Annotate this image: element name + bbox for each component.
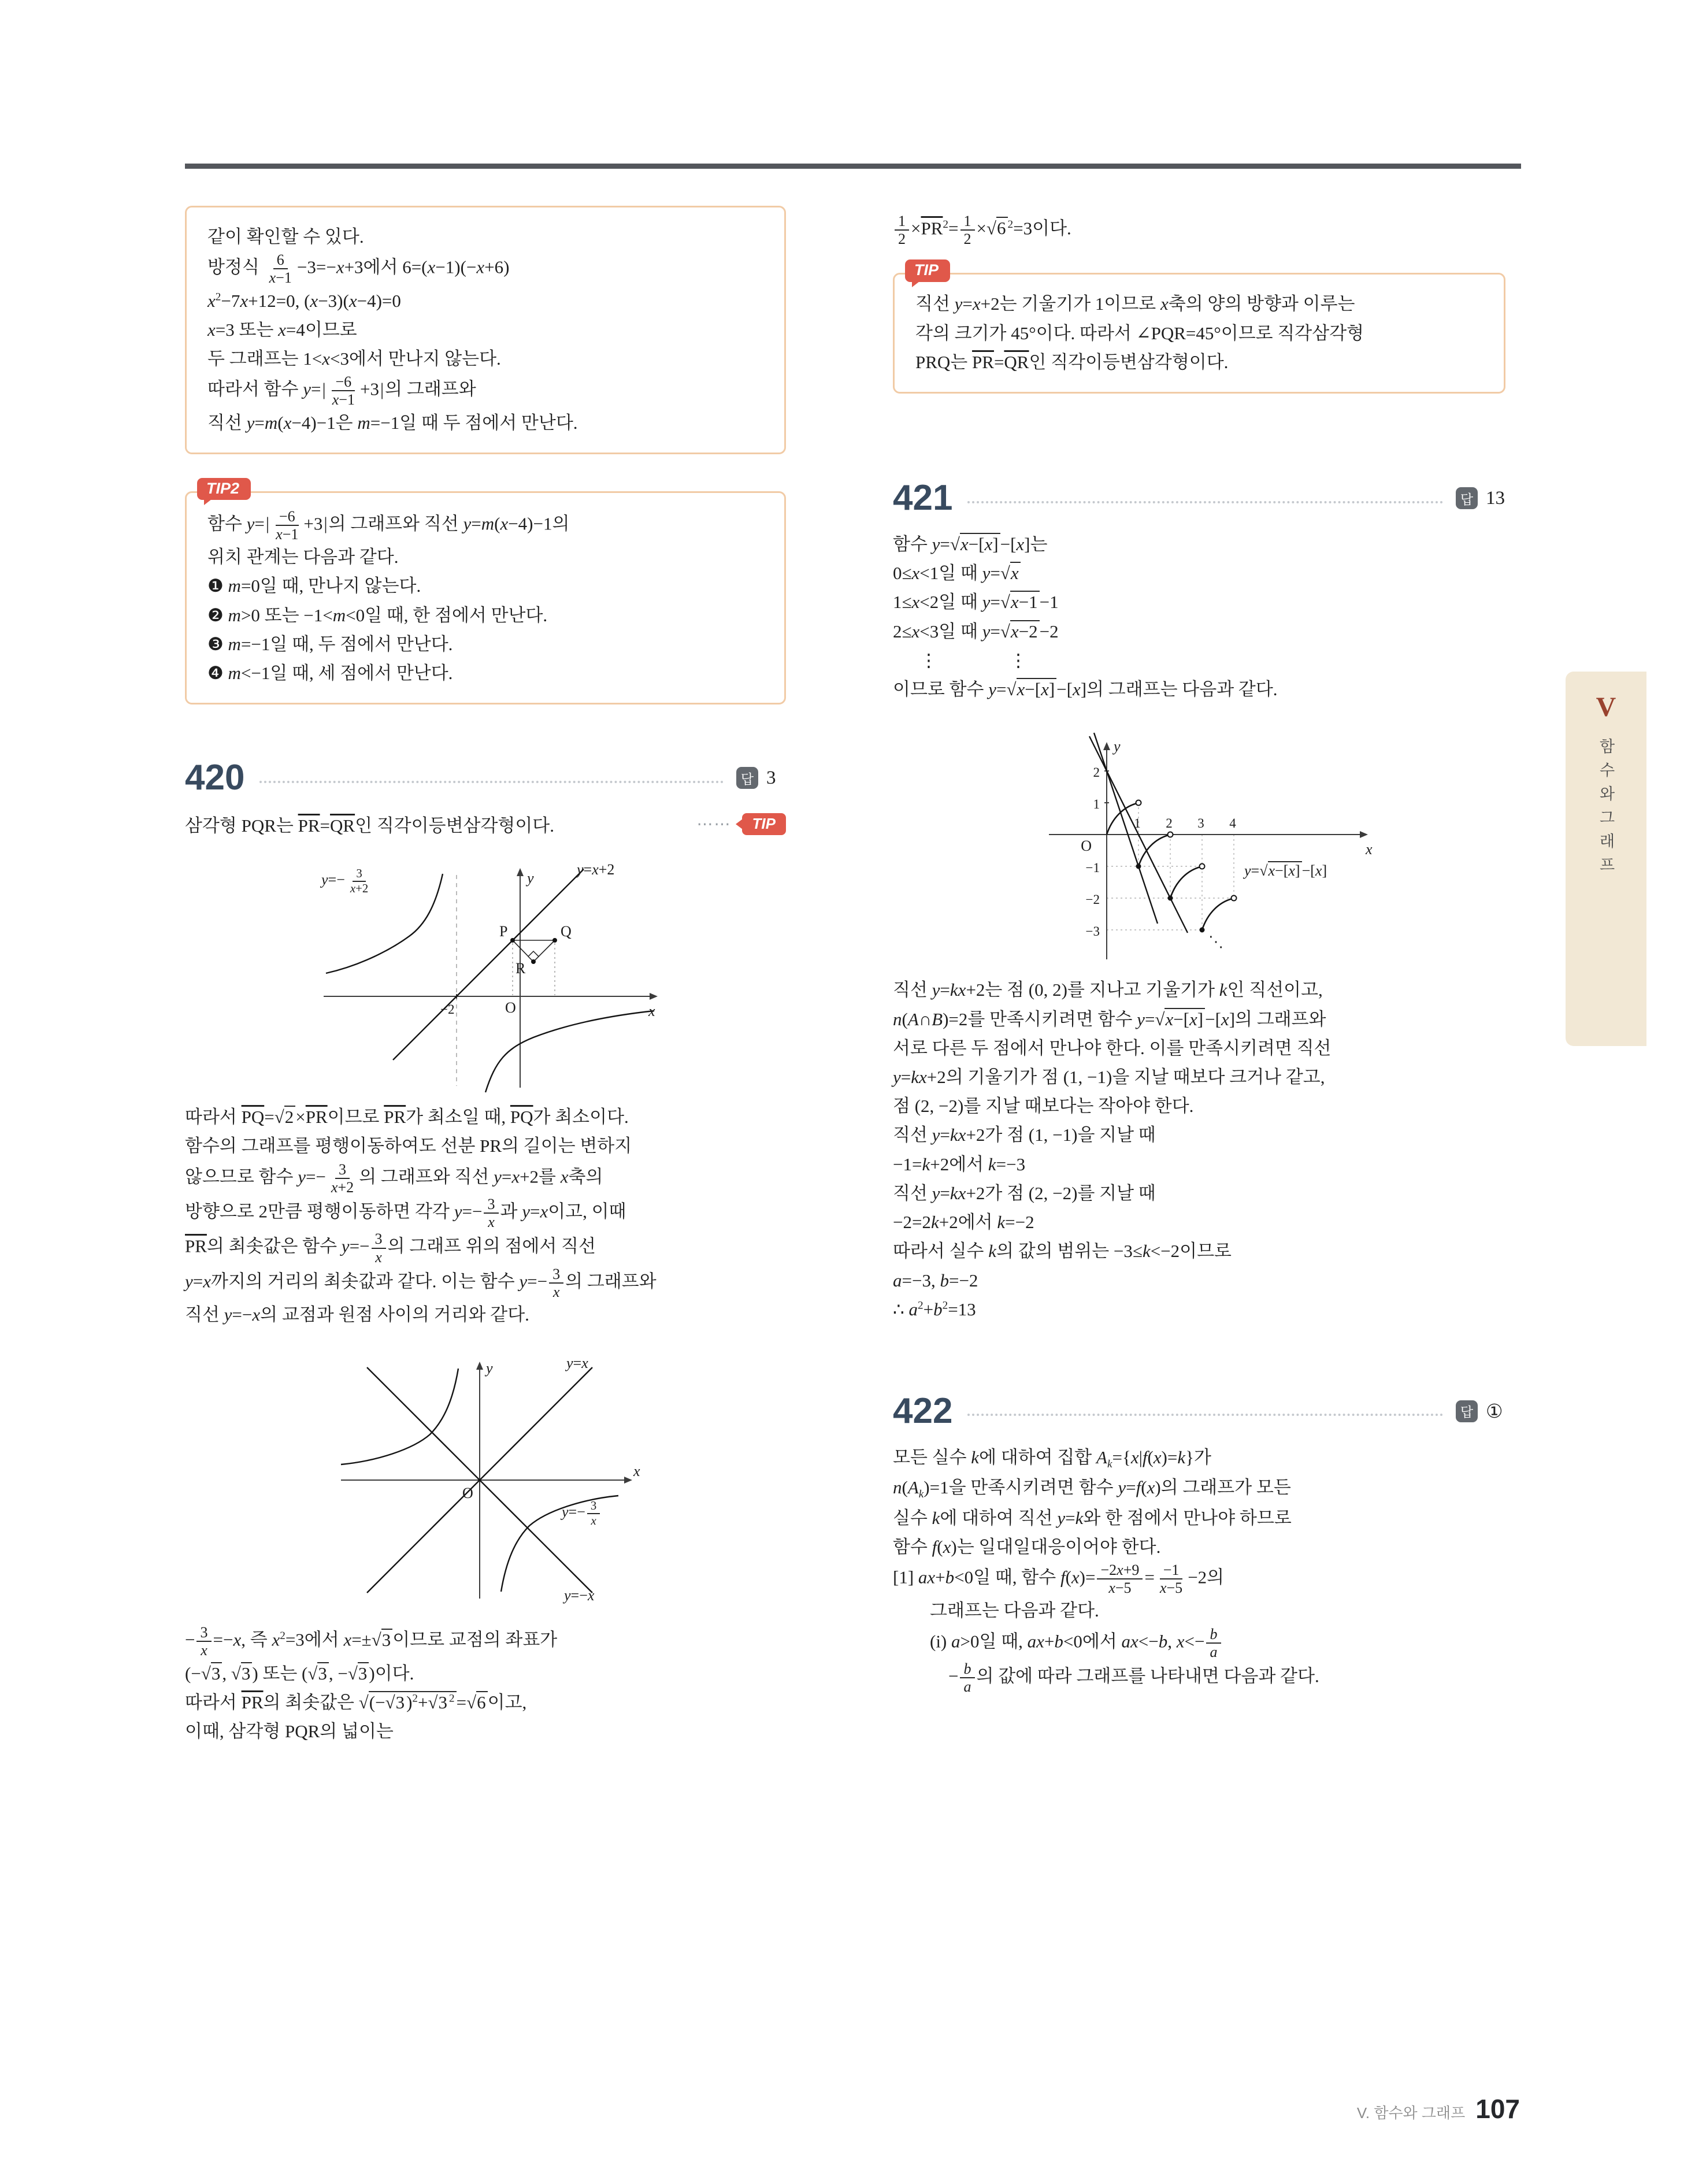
- text-line: 2≤x<3일 때 y=√x−2−2: [893, 621, 1059, 642]
- problem-number: 421: [893, 478, 953, 518]
- x-axis-arrow: [1360, 831, 1368, 838]
- label-ym1: −1: [1085, 861, 1100, 876]
- tip-box: [893, 261, 1505, 394]
- hyperbola-right-branch: [485, 1011, 654, 1092]
- answer-badge-icon: 답: [736, 767, 758, 789]
- answer-badge-icon: 답: [1456, 487, 1478, 509]
- line-y-equals-x-plus-2: [393, 869, 584, 1060]
- graph-label-hyperbola: y=− $\frac{3}{x}$: [562, 1499, 602, 1527]
- label-neg2: −2: [440, 1002, 455, 1017]
- y-axis-arrow: [517, 868, 524, 876]
- graph-label-yx: y=x: [566, 1355, 588, 1372]
- label-r: R: [515, 960, 526, 977]
- text-line: 점 (2, −2)를 지날 때보다는 작아야 한다.: [893, 1096, 1194, 1117]
- sqrt-segment-1: [1138, 835, 1169, 866]
- left-column: [185, 206, 786, 1746]
- point-q: [552, 938, 557, 943]
- text-line: x=3 또는 x=4이므로: [207, 319, 357, 340]
- label-x-axis: x: [648, 1003, 655, 1020]
- problem-420-header: [185, 760, 786, 796]
- dotted-leader: [967, 1413, 1443, 1416]
- closed-point-1-m1: [1136, 864, 1141, 869]
- open-point-1-1: [1136, 800, 1141, 806]
- point-p: [510, 938, 515, 943]
- open-point-2-0: [1168, 832, 1173, 837]
- label-x2: 2: [1166, 816, 1173, 831]
- carryover-solution-box: [185, 206, 786, 454]
- text-line: 방정식 $\frac{6}{x-1}$ −3=−x+3에서 6=(x−1)(−x+6): [207, 251, 510, 287]
- problem-420-body: [185, 1103, 786, 1329]
- text-line: 0≤x<1일 때 y=√x: [893, 559, 1505, 588]
- text-line: 위치 관계는 다음과 같다.: [207, 547, 399, 568]
- closed-point-3-m3: [1200, 928, 1205, 933]
- text-line: 같이 확인할 수 있다.: [207, 227, 364, 247]
- problem-number: 422: [893, 1391, 953, 1431]
- answer-badge-icon: 답: [1456, 1400, 1478, 1422]
- right-column: [893, 213, 1505, 1695]
- tip2-lines: [207, 508, 763, 688]
- tip-label: TIP: [905, 259, 950, 282]
- graph-420-hyperbola-line: [306, 852, 665, 1095]
- text-line: 1≤x<2일 때 y=√x−1−1: [893, 592, 1059, 613]
- label-y2: 2: [1093, 765, 1100, 780]
- text-line: 각의 크기가 45°이다. 따라서 ∠PQR=45°이므로 직각삼각형: [915, 322, 1364, 343]
- answer-value: 13: [1486, 487, 1505, 509]
- answer-value: ①: [1486, 1401, 1503, 1422]
- text-line: 직선 y=m(x−4)−1은 m=−1일 때 두 점에서 만난다.: [207, 412, 578, 433]
- label-y-axis: y: [1114, 738, 1121, 755]
- text-line: 함수 y=| $\frac{-6}{x-1}$ +3|의 그래프와 직선 y=m(x−4)−1의: [207, 507, 570, 543]
- text-line: 서로 다른 두 점에서 만나야 한다. 이를 만족시키려면 직선: [893, 1037, 1332, 1058]
- text-line: 이므로 함수 y=√x−[x]−[x]의 그래프는 다음과 같다.: [893, 679, 1278, 700]
- problem-422-header: [893, 1393, 1505, 1429]
- text-line: 직선 y=kx+2가 점 (1, −1)을 지날 때: [893, 1125, 1156, 1145]
- footer-section-title: V. 함수와 그래프: [1356, 2104, 1466, 2122]
- chapter-roman-numeral: V: [1596, 692, 1616, 722]
- text-line: 따라서 $\overline{PR}$의 최솟값은 $√(-√3)^2+√3$ $^2$=√6이고,: [185, 1692, 527, 1712]
- problem-422-body: [893, 1443, 1505, 1695]
- text-line: 함수 f(x)는 일대일대응이어야 한다.: [893, 1536, 1161, 1557]
- chapter-sidebar-tab: [1566, 672, 1646, 1046]
- page-footer: [1357, 2093, 1520, 2124]
- text-line: 직선 y=kx+2가 점 (2, −2)를 지날 때: [893, 1182, 1156, 1203]
- text-line: n(A∩B)=2를 만족시키려면 함수 y=√x−[x]−[x]의 그래프와: [893, 1008, 1326, 1029]
- text-line: 그래프는 다음과 같다.: [930, 1600, 1099, 1621]
- text-line: 모든 실수 k에 대하여 집합 $A_k=\{x|f(x)=k\}$가: [893, 1447, 1211, 1471]
- text-line: $n(A_k)=1$을 만족시키려면 함수 y=f(x)의 그래프가 모든: [893, 1477, 1291, 1501]
- text-line: 직선 y=x+2는 기울기가 1이므로 x축의 양의 방향과 이루는: [915, 294, 1355, 314]
- problem-number: 420: [185, 758, 245, 798]
- label-o: O: [505, 999, 516, 1017]
- text-line: 않으므로 함수 y=− $\frac{3}{x+2}$ 의 그래프와 직선 y=x+2를 x축의: [185, 1160, 603, 1196]
- text-line: 따라서 함수 y=| $\frac{-6}{x-1}$ +3|의 그래프와: [207, 373, 476, 409]
- text-line: ❹ m<−1일 때, 세 점에서 만난다.: [207, 663, 453, 683]
- leader-dots: ⋯⋯: [696, 815, 732, 833]
- x-axis-arrow: [650, 993, 658, 1000]
- label-q: Q: [561, 923, 572, 940]
- sqrt-segment-0: [1107, 803, 1137, 835]
- text-line: y=kx+2의 기울기가 점 (1, −1)을 지날 때보다 크거나 같고,: [893, 1066, 1325, 1087]
- text-line: ∴ $a^2+b^2=13$: [893, 1299, 976, 1319]
- point-r: [531, 959, 536, 964]
- y-axis-arrow: [476, 1362, 483, 1370]
- graph-421-svg: [1014, 719, 1384, 967]
- text-line: − $\frac{b}{a}$ 의 값에 따라 그래프를 나타내면 다음과 같다.: [948, 1660, 1319, 1696]
- label-y-axis: y: [527, 870, 534, 887]
- text-line: ⋮ ⋮: [893, 650, 1028, 670]
- chapter-title-vertical: 함수와그래프: [1597, 738, 1615, 880]
- text-line: 방향으로 2만큼 평행이동하면 각각 y=− $\frac{3}{x}$ 과 y=x이고, 이때: [185, 1196, 626, 1231]
- text-line: 직선 y=kx+2는 점 (0, 2)를 지나고 기울기가 k인 직선이고,: [893, 980, 1323, 1000]
- dotted-leader: [259, 780, 724, 783]
- sqrt-segment-2: [1170, 867, 1200, 898]
- text-line: 이때, 삼각형 PQR의 넓이는: [185, 1721, 394, 1742]
- text-line: a=−3, b=−2: [893, 1270, 978, 1291]
- dotted-leader: [967, 500, 1443, 503]
- text-line: 함수 y=√x−[x]−[x]는: [893, 534, 1048, 554]
- label-ddots: ⋱: [1208, 933, 1223, 951]
- text-line: (i) a>0일 때, ax+b<0에서 ax<−b, x<− $\frac{b}{a}$: [893, 1626, 1505, 1660]
- open-point-4-m2: [1232, 896, 1237, 901]
- label-ym2: −2: [1085, 892, 1100, 907]
- graph-label-step-sqrt-eq: y=√x−[x] −[x]: [1244, 862, 1327, 880]
- label-x1: 1: [1134, 816, 1141, 831]
- hyperbola-q2-branch: [341, 1369, 458, 1464]
- text-line: −1=k+2에서 k=−3: [893, 1154, 1026, 1174]
- label-o: O: [462, 1485, 473, 1502]
- tip-badge: TIP: [742, 813, 786, 835]
- y-axis-arrow: [1103, 742, 1110, 750]
- text-line: $\overline{PR}$의 최솟값은 함수 y=− $\frac{3}{x}$ 의 그래프 위의 점에서 직선: [185, 1230, 596, 1266]
- label-p: P: [499, 923, 508, 940]
- label-o: O: [1081, 837, 1092, 855]
- answer-value: 3: [766, 767, 776, 788]
- graph-label-ynegx: y=−x: [564, 1587, 595, 1604]
- graph-420-2-svg: [324, 1344, 647, 1616]
- intro-text: 삼각형 PQR는 $\overline{PR}=\overline{QR}$인 직각이등변삼각형이다.: [185, 815, 554, 836]
- text-line: ❸ m=−1일 때, 두 점에서 만난다.: [207, 633, 453, 654]
- tip-lines: [915, 290, 1483, 377]
- text-line: 두 그래프는 1<x<3에서 만나지 않는다.: [207, 348, 501, 369]
- text-line: − $\frac{3}{x}$ =−x, 즉 $x^2=3$에서 x=±√3이므로 교점의 좌표가: [185, 1624, 558, 1659]
- closed-point-2-m2: [1168, 896, 1173, 901]
- problem-420-tail: [185, 1624, 786, 1746]
- problem-421-pre: [893, 530, 1505, 704]
- tip2-box: [185, 479, 786, 704]
- open-point-3-m1: [1200, 864, 1205, 869]
- graph-421-step-sqrt: [1014, 719, 1384, 967]
- label-ym3: −3: [1085, 924, 1100, 939]
- sqrt-segment-3: [1202, 899, 1232, 930]
- problem-421-post: [893, 976, 1505, 1324]
- graph-420-translated: [324, 1344, 647, 1616]
- tip2-label: TIP2: [197, 478, 251, 500]
- label-y1: 1: [1093, 797, 1100, 812]
- text-line: 따라서 실수 k의 값의 범위는 −3≤k<−2이므로: [893, 1241, 1232, 1262]
- text-line: 함수의 그래프를 평행이동하여도 선분 PR의 길이는 변하지: [185, 1136, 632, 1156]
- graph-label-line-eq: y=x+2: [577, 861, 615, 878]
- text-line: y=x까지의 거리의 최솟값과 같다. 이는 함수 y=− $\frac{3}{x}$ 의 그래프와: [185, 1265, 657, 1300]
- x-axis-arrow: [624, 1477, 632, 1484]
- label-x-axis: x: [633, 1463, 640, 1480]
- graph-label-hyperbola-eq: y=− $\frac{3}{x+2}$: [321, 867, 369, 895]
- text-line: $x^2-7x+12=0$, (x−3)(x−4)=0: [207, 290, 401, 311]
- text-line: PRQ는 $\overline{PR}=\overline{QR}$인 직각이등변삼각형이다.: [915, 351, 1229, 372]
- text-line: 실수 k에 대하여 직선 y=k와 한 점에서 만나야 하므로: [893, 1507, 1292, 1528]
- text-line: 따라서 $\overline{PQ}=√2\times\overline{PR}$이므로 $\overline{PR}$가 최소일 때, $\overline{PQ}$가 최소이다.: [185, 1107, 629, 1128]
- text-line: ❷ m>0 또는 −1<m<0일 때, 한 점에서 만난다.: [207, 605, 548, 625]
- text-line: (−√3, √3) 또는 (√3, −√3)이다.: [185, 1663, 414, 1684]
- top-rule: [185, 164, 1521, 169]
- label-y-axis: y: [486, 1360, 493, 1377]
- label-x3: 3: [1197, 816, 1204, 831]
- problem-421-header: [893, 480, 1505, 516]
- text-line: ❶ m=0일 때, 만나지 않는다.: [207, 576, 421, 596]
- line-k-neg3: [1094, 733, 1158, 924]
- text-line: 직선 y=−x의 교점과 원점 사이의 거리와 같다.: [185, 1304, 529, 1325]
- text-line: [1] ax+b<0일 때, 함수 f(x)= $\frac{-2x+9}{x-5}$ = $\frac{-1}{x-5}$ −2의: [893, 1562, 1225, 1597]
- problem-420-intro: [185, 811, 786, 837]
- carryover-lines: [207, 223, 763, 437]
- label-x-axis: x: [1366, 841, 1373, 858]
- text-line: −2=2k+2에서 k=−2: [893, 1212, 1034, 1233]
- label-x4: 4: [1229, 816, 1236, 831]
- footer-page-number: 107: [1475, 2094, 1520, 2124]
- carryover-result-line: $\frac{1}{2}$ $\times\overline{PR}^2=$ $\frac{1}{2}$ ×√6 $^2$=3이다.: [893, 213, 1505, 247]
